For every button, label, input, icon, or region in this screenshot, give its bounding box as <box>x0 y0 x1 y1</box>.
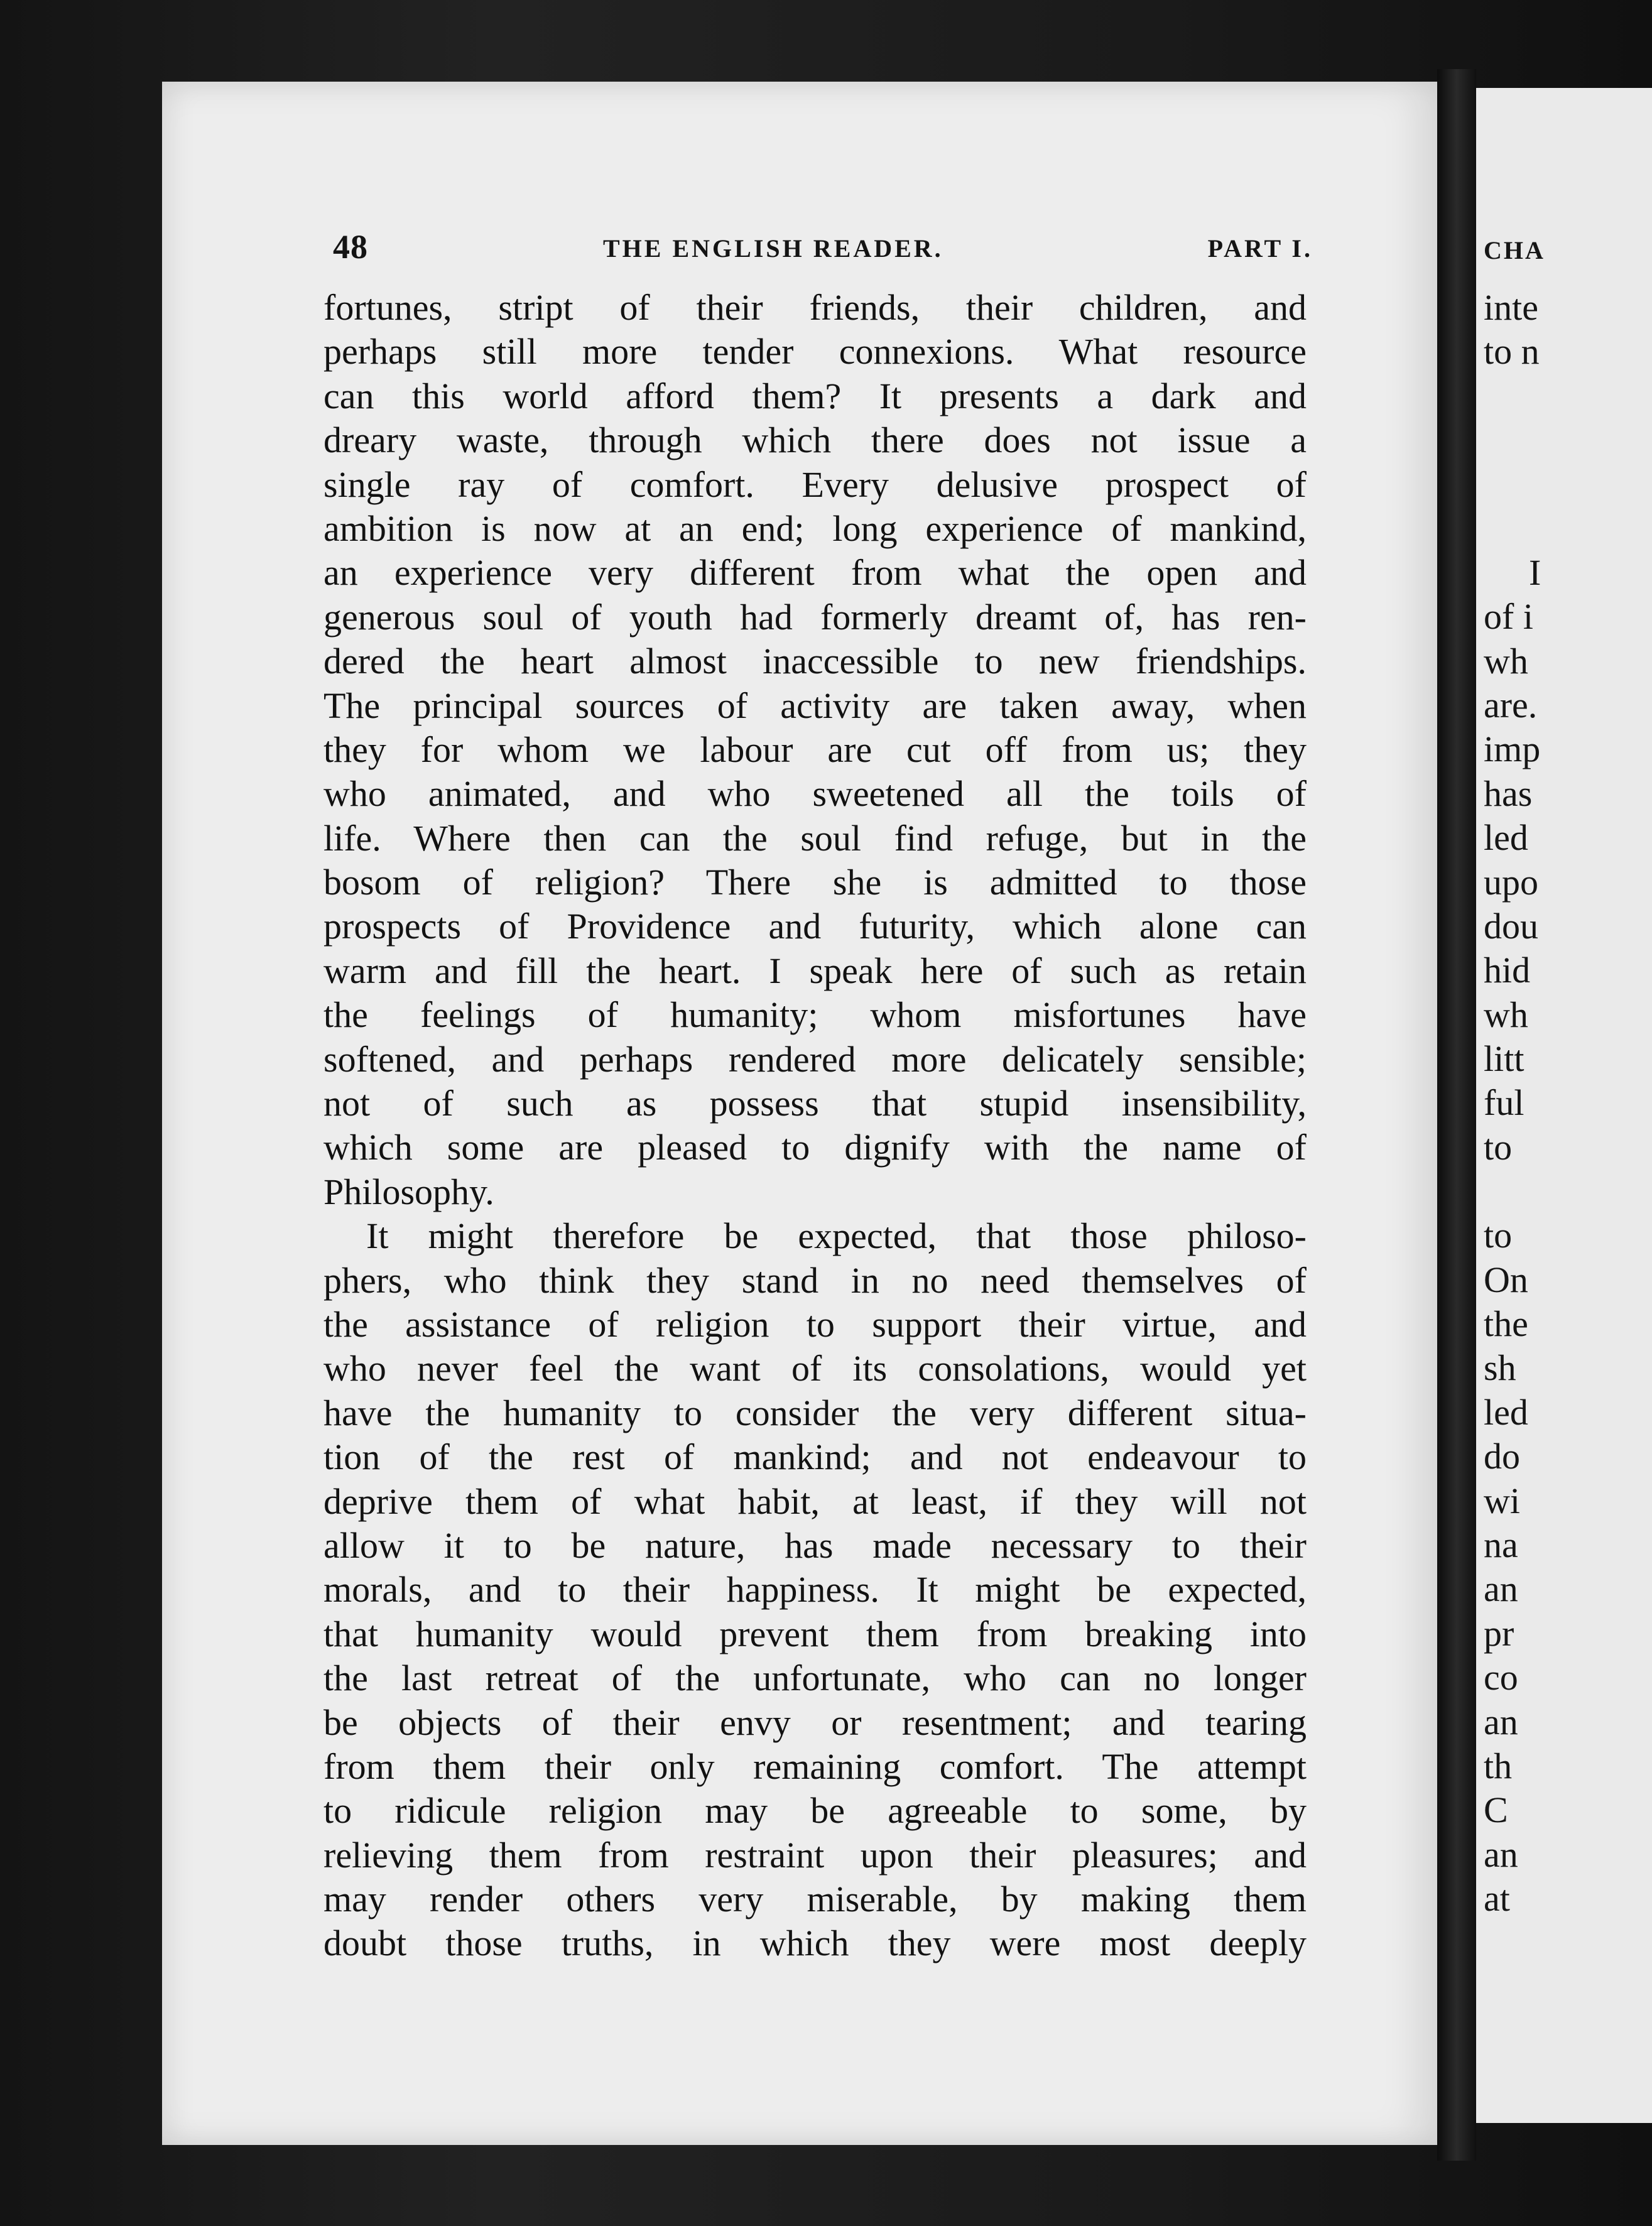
text-line: be objects of their envy or resentment; and tearing <box>323 1702 1307 1743</box>
faded-text-area <box>1484 374 1647 507</box>
text-line: morals, and to their happiness. It might be expected, <box>323 1569 1307 1610</box>
paragraph-start-line: It might therefore be expected, that those philoso- <box>366 1215 1307 1257</box>
text-line: can this world afford them? It presents a dark and <box>323 375 1307 416</box>
text-line: not of such as possess that stupid insensibility, <box>323 1083 1307 1124</box>
part-label: PART I. <box>1207 234 1313 263</box>
text-line: an experience very different from what the open and <box>323 552 1307 594</box>
facing-line-fragment: the <box>1484 1303 1528 1345</box>
facing-line-fragment: pr <box>1484 1612 1514 1654</box>
body-text <box>323 286 1307 1966</box>
facing-line-fragment: are. <box>1484 684 1538 725</box>
text-line: dreary waste, through which there does not issue a <box>323 420 1307 461</box>
facing-line-fragment: to n <box>1484 331 1540 372</box>
facing-line-fragment: to <box>1484 1126 1513 1168</box>
text-line: fortunes, stript of their friends, their children, and <box>323 287 1307 328</box>
facing-line-fragment: wh <box>1484 640 1528 681</box>
text-line: relieving them from restraint upon their pleasures; and <box>323 1834 1307 1876</box>
text-line: prospects of Providence and futurity, which alone can <box>323 906 1307 947</box>
facing-line-fragment: do <box>1484 1436 1520 1477</box>
text-line: doubt those truths, in which they were most deeply <box>323 1923 1307 1964</box>
text-line: life. Where then can the soul find refuge, but in the <box>323 817 1307 859</box>
text-line: The principal sources of activity are taken away, when <box>323 685 1307 726</box>
facing-line-fragment: C <box>1484 1789 1508 1831</box>
facing-line-fragment: upo <box>1484 861 1538 903</box>
facing-line-fragment: th <box>1484 1745 1513 1786</box>
facing-line-fragment: at <box>1484 1878 1510 1919</box>
facing-line-fragment: inte <box>1484 287 1538 328</box>
text-line: that humanity would prevent them from breaking into <box>323 1613 1307 1654</box>
facing-line-fragment: na <box>1484 1524 1518 1565</box>
text-line: generous soul of youth had formerly dreamt of, has ren- <box>323 596 1307 638</box>
text-line: tion of the rest of mankind; and not endeavour to <box>323 1436 1307 1478</box>
page-header <box>333 227 1313 271</box>
page-number: 48 <box>333 228 368 266</box>
facing-page-text <box>1484 286 1647 1921</box>
text-line: may render others very miserable, by making them <box>323 1879 1307 1920</box>
text-line: ambition is now at an end; long experience of mankind, <box>323 508 1307 549</box>
facing-line-fragment: I <box>1529 551 1541 593</box>
text-line: which some are pleased to dignify with the name of <box>323 1127 1307 1168</box>
text-line: deprive them of what habit, at least, if they will not <box>323 1480 1307 1522</box>
text-line: dered the heart almost inaccessible to new friendships. <box>323 641 1307 682</box>
facing-line-fragment: sh <box>1484 1347 1516 1389</box>
facing-page-header-fragment: CHA <box>1484 236 1545 264</box>
paragraph-gap <box>1484 507 1647 551</box>
text-line: they for whom we labour are cut off from us; they <box>323 729 1307 770</box>
facing-line-fragment: litt <box>1484 1038 1524 1080</box>
facing-line-fragment: co <box>1484 1657 1518 1698</box>
book-gutter <box>1437 69 1476 2161</box>
text-line: the feelings of humanity; whom misfortunes have <box>323 994 1307 1036</box>
text-line: to ridicule religion may be agreeable to some, by <box>323 1790 1307 1832</box>
running-title: THE ENGLISH READER. <box>603 234 943 263</box>
text-line: bosom of religion? There she is admitted to those <box>323 862 1307 903</box>
facing-line-fragment: ful <box>1484 1082 1524 1124</box>
text-line: softened, and perhaps rendered more delicately sensible; <box>323 1038 1307 1080</box>
facing-line-fragment: an <box>1484 1833 1518 1875</box>
facing-line-fragment: led <box>1484 1391 1528 1433</box>
facing-line-fragment: wh <box>1484 994 1528 1035</box>
facing-line-fragment: led <box>1484 817 1528 859</box>
paragraph-end-line: Philosophy. <box>323 1171 494 1212</box>
text-line: allow it to be nature, has made necessary to their <box>323 1524 1307 1566</box>
facing-line-fragment: dou <box>1484 905 1538 947</box>
text-line: who never feel the want of its consolations, would yet <box>323 1348 1307 1389</box>
text-line: phers, who think they stand in no need themselves of <box>323 1259 1307 1301</box>
facing-line-fragment: to <box>1484 1215 1513 1256</box>
text-line: perhaps still more tender connexions. What resource <box>323 331 1307 372</box>
text-line: who animated, and who sweetened all the toils of <box>323 773 1307 815</box>
text-line: warm and fill the heart. I speak here of such as retain <box>323 950 1307 991</box>
facing-line-fragment: an <box>1484 1701 1518 1742</box>
text-line: single ray of comfort. Every delusive prospect of <box>323 464 1307 505</box>
facing-line-fragment: On <box>1484 1259 1528 1300</box>
facing-line-fragment: hid <box>1484 950 1531 991</box>
facing-line-fragment: has <box>1484 773 1533 814</box>
facing-line-fragment: imp <box>1484 729 1541 770</box>
facing-line-fragment: of i <box>1484 596 1533 638</box>
facing-line-fragment: wi <box>1484 1480 1520 1521</box>
text-line: the last retreat of the unfortunate, who can no longer <box>323 1658 1307 1699</box>
text-line: the assistance of religion to support their virtue, and <box>323 1303 1307 1345</box>
paragraph-gap <box>1484 1170 1647 1213</box>
text-line: from them their only remaining comfort. The attempt <box>323 1746 1307 1787</box>
facing-line-fragment: an <box>1484 1568 1518 1610</box>
text-line: have the humanity to consider the very different situa- <box>323 1392 1307 1433</box>
